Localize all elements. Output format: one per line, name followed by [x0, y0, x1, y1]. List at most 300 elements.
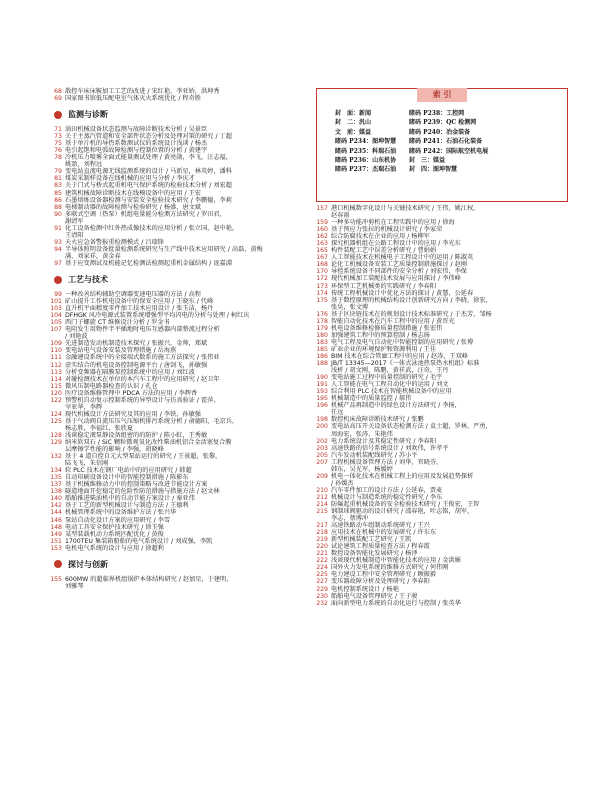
page-number: 125 — [50, 417, 62, 425]
page-number: 115 — [50, 382, 62, 390]
page-number: 142 — [50, 502, 62, 510]
entry-title-continued: 韩东，吴光军，杨媛婷 — [331, 465, 393, 473]
page-number: 137 — [50, 481, 62, 489]
entry-title: 虚实结合的机电设备控制电源平台 / 唐剑飞，孙敏强 — [65, 361, 208, 369]
index-right: 睹码 P238：工控网 — [409, 110, 465, 117]
toc-entry — [50, 509, 300, 516]
toc-entry — [316, 438, 566, 445]
entry-title: 某型装载机动力系统匹配优化 / 黄俊 — [65, 530, 164, 538]
page-number: 185 — [316, 345, 328, 353]
entry-title: 基于预应力张拉的机械设计研究 / 李家荣 — [331, 226, 443, 234]
entry-title: 探究机器机组在公路工程设计中的应用 / 李光东 — [331, 240, 461, 248]
entry-title: 软 PLC 技术在钢厂电站中的的应用研究 / 韩超 — [65, 467, 192, 475]
index-left: 封 二：汎山 — [335, 119, 372, 127]
toc-entry — [50, 369, 300, 376]
toc-entry — [50, 182, 300, 189]
left-top-list — [50, 88, 300, 102]
index-row — [335, 165, 557, 174]
entry-title: 矿业企业的环境保护和资源利用 / 王佳 — [331, 345, 437, 353]
page-number: 110 — [50, 347, 62, 355]
entry-title: 变电站电气设备安装及管理措施 / 岳海燕 — [65, 347, 177, 355]
page-number: 73 — [54, 133, 62, 141]
page-number: 149 — [50, 530, 62, 538]
toc-entry — [50, 376, 300, 383]
entry-title: 冷机压力喷雾全面式能量测试处理 / 黄亮勋，李飞，汪志福， — [65, 154, 232, 162]
entry-title-continued: 姚盈，刘程远 — [65, 161, 103, 169]
toc-entry — [316, 494, 566, 501]
page-number: 191 — [316, 381, 328, 389]
toc-entry — [316, 353, 566, 360]
page-number: 180 — [316, 331, 328, 339]
page-number: 224 — [316, 564, 328, 572]
entry-title: 机电设备维修检修质量控制措施 / 张宏伟 — [331, 324, 443, 332]
toc-entry — [316, 325, 566, 332]
toc-entry — [50, 95, 300, 102]
entry-title: 机械管理系统中的设备维护方法 / 张兴华 — [65, 509, 177, 517]
toc-entry — [50, 204, 300, 211]
entry-title-continued: 陆飞飞，朱信刚 — [65, 460, 109, 468]
index-row — [335, 118, 557, 127]
page-number: 148 — [50, 523, 62, 531]
page-number: 105 — [50, 319, 62, 327]
page-number: 135 — [50, 474, 62, 482]
index-row — [335, 156, 557, 165]
page-number: 209 — [316, 472, 328, 480]
page-number: 129 — [50, 439, 62, 447]
entry-title: 综合利用 PLC 技术在智能机械设备中的应用 — [331, 388, 452, 396]
page-number: 219 — [316, 536, 328, 544]
page-number: 168 — [316, 261, 328, 269]
entry-title: 基于气动阀自流压压气压缩机排污系统分析 / 俞德阳，毛京兵， — [65, 417, 239, 425]
page-number: 68 — [54, 88, 62, 95]
toc-entry — [316, 332, 566, 339]
page-number: 107 — [50, 326, 62, 334]
entry-title: 变电站高压开关设备状态检测方法 / 袁士超，罗林，严勇， — [331, 423, 492, 431]
entry-title: 泵站自动化设计方案的应用研究 / 李雪 — [65, 516, 171, 524]
entry-title: 应用技术在机械中的发展研究 / 许东东 — [331, 529, 437, 537]
toc-entry — [50, 397, 300, 404]
page-number: 111 — [50, 354, 62, 362]
entry-title: 基于 4 道自控自元大型泵站运行的研究 / 王景超，张黎， — [65, 453, 222, 461]
section-bullet-icon — [54, 276, 62, 284]
page-number: 202 — [316, 437, 328, 445]
entry-title: 机械制造中的质量监控 / 郝伟 — [331, 395, 412, 403]
entry-title: 变电站直流电源无线监测系统的设计 / 马新星，林英婷，潘科 — [65, 168, 232, 176]
entry-title: 现代机械设计方法研究及其的应用 / 李铁，孙敏强 — [65, 410, 201, 418]
page-number: 170 — [316, 268, 328, 276]
entry-title: 国家图书馆低压配电室气体灭火系统优化 / 程奇胜 — [65, 95, 201, 103]
entry-title: 电动工具安全保护技术研究 / 徐玉强 — [65, 523, 164, 531]
index-row — [335, 147, 557, 156]
page-number: 71 — [54, 126, 62, 134]
toc-entry — [50, 362, 300, 369]
entry-title-continued: 王清阳 — [65, 231, 84, 239]
page-number: 94 — [54, 245, 62, 253]
toc-entry — [316, 487, 566, 494]
page-number: 207 — [316, 458, 328, 466]
index-tab: 索 引 — [417, 88, 467, 102]
toc-entry — [50, 225, 300, 232]
toc-entry — [316, 318, 566, 325]
toc-entry — [316, 600, 566, 607]
page-number: 162 — [316, 233, 328, 241]
entry-title: 综合防腐技术在企业的应用 / 杨柳军 — [331, 233, 430, 241]
entry-title: 高速铁路动车组制动系统研究 / 王兴 — [331, 522, 430, 530]
section-bullet-icon — [54, 111, 62, 119]
entry-title-continued: 层摩擦学性能的影响 / 李强，胡晓峰 — [65, 446, 164, 454]
page-number: 173 — [316, 282, 328, 290]
page-number: 83 — [54, 182, 62, 190]
page-number: 188 — [316, 360, 328, 368]
section-title: 监测与诊断 — [68, 110, 108, 120]
page-number: 179 — [316, 324, 328, 332]
page-number: 205 — [316, 451, 328, 459]
page-number: 90 — [54, 210, 62, 218]
toc-entry — [316, 346, 566, 353]
left-column — [50, 88, 300, 590]
entry-title: 基于单片机的导热系数测试仪的系统设计浅谈 / 杨杰 — [65, 140, 208, 148]
toc-entry — [50, 524, 300, 531]
entry-title: 高速铁路的信号系统设计 / 刘欢伟，许孝平 — [331, 444, 449, 452]
page-number: 160 — [316, 226, 328, 234]
section-innovation-list — [50, 576, 300, 590]
page-number: 76 — [54, 147, 62, 155]
entry-title: 数控设备智能化发展研究 / 杨泽 — [331, 550, 418, 558]
index-box — [316, 88, 568, 202]
page-number: 210 — [316, 486, 328, 494]
entry-title: 一种多功能冲剪机在工程实践中的应用 / 徐海 — [331, 219, 455, 227]
page-number: 155 — [50, 575, 62, 583]
page-number: 122 — [50, 396, 62, 404]
page-number: 186 — [316, 352, 328, 360]
page-number: 225 — [316, 571, 328, 579]
entry-title-continued: 刘雅琴 — [65, 582, 84, 590]
entry-title: 环保型工艺机械类的实践研究 / 李春阳 — [331, 282, 437, 290]
entry-title: 论化工机械设备安装工艺质量控制措施探讨 / 赵刚 — [331, 261, 467, 269]
entry-title: 微风压制电路器检查的认识 / 孔仓 — [65, 382, 158, 390]
toc-entry — [50, 239, 300, 246]
toc-entry — [50, 246, 300, 253]
index-rows — [335, 109, 557, 175]
entry-title: 基于区块链技术在的规划设计技术标准研究 / 于杰芳，邹杨 — [331, 310, 492, 318]
entry-title: 船舶电气设备管理研究 / 王于骏 — [331, 592, 418, 600]
entry-title-continued: / 刘艳波 — [65, 333, 88, 341]
section-process-list — [50, 291, 300, 552]
entry-title: 新型机械装配工艺研究 / 王凯 — [331, 536, 412, 544]
entry-title: 建筑机械故障诊断技术在线模设备中的应用 / 王宏 — [65, 189, 201, 197]
toc-entry — [316, 501, 566, 508]
toc-entry — [50, 211, 300, 218]
toc-entry — [50, 432, 300, 439]
page-number: 75 — [54, 140, 62, 148]
page-number: 215 — [316, 508, 328, 516]
entry-title: 电力系统设计及其稳定性研究 / 李春阳 — [331, 437, 437, 445]
toc-entry — [50, 260, 300, 267]
toc-entry — [50, 390, 300, 397]
entry-title: 电阻发生用物件半平插地时电压互感器内部整流过程分析 — [65, 326, 220, 334]
toc-entry — [50, 383, 300, 390]
entry-title: 现代机械加工装配技术发展与应用探讨 / 李伟峰 — [331, 275, 461, 283]
page-number: 153 — [50, 544, 62, 552]
toc-entry — [50, 88, 300, 95]
entry-title: 基于工艺的新型机械设计与制造方法 / 王德利 — [65, 502, 189, 510]
entry-title: 对碰检测技术在单位的本汽车工程中的应用研究 / 赵卫年 — [65, 375, 220, 383]
index-row — [335, 137, 557, 146]
page-number: 151 — [50, 537, 62, 545]
entry-title: 1700TEU 集装箱船舶的电气系统设计 / 刘成强，李凯 — [65, 537, 213, 545]
entry-title: 600MW 的超临界机组锅炉本体结构研究 / 赵加星，于建明， — [65, 575, 233, 583]
entry-title: 油田机械设备状态监测与故障诊断技术分析 / 吴景臣 — [65, 126, 208, 134]
page-number: 163 — [316, 240, 328, 248]
page-number: 101 — [50, 298, 62, 306]
entry-title: 散控车床床鞍加工工艺的改进 / 宋红艳，李亚娇，洪坤秀 — [65, 88, 220, 95]
entry-title: 构件装配工艺中误差分析研究 / 曹娟娟 — [331, 247, 437, 255]
entry-title-continued: 宰亚华，李辉 — [65, 403, 103, 411]
entry-title: 电机控制系统设计 / 杨艳 — [331, 585, 399, 593]
toc-entry — [316, 283, 566, 290]
entry-title: 汽车发动机装配线研究 / 苏小平 — [331, 451, 418, 459]
toc-entry — [50, 545, 300, 552]
index-right: 封 三：媒益 — [409, 157, 446, 165]
page-number: 114 — [50, 375, 62, 383]
toc-entry — [316, 290, 566, 297]
page-number: 167 — [316, 254, 328, 262]
page-number: 229 — [316, 585, 328, 593]
page-number: 212 — [316, 493, 328, 501]
index-right: 睹码 P240：冶金装备 — [409, 128, 471, 136]
entry-title: 关于门式与桥式起重机电气保护系统的检验技术分析 / 刘宏超 — [65, 182, 232, 190]
entry-title: 钢制球阀驱动的设计研究 / 邵春艳，叶志铭，胡军， — [331, 508, 474, 516]
entry-title-continued: / 孙媛杰 — [331, 479, 354, 487]
toc-entry — [50, 197, 300, 204]
toc-entry — [316, 459, 566, 466]
entry-title-continued: 周海宏，张涛，朱艳伟 — [331, 430, 393, 438]
toc-entry — [316, 205, 566, 212]
page-number: 157 — [316, 205, 328, 212]
entry-title: 分析变频器在隔膜泵控制系统中的应用 / 刘红波 — [65, 368, 195, 376]
entry-title: 电引起饱和电弧故障检测与控制位置的分析 / 黄建宇 — [65, 147, 208, 155]
page-number: 120 — [50, 389, 62, 397]
page-number: 190 — [316, 374, 328, 382]
entry-title: BIM 技术在综合管廊工程中的应用 / 赵涛，王双峰 — [331, 352, 468, 360]
entry-title: 人工智能技术在机械电子工程设计中的运用 / 陈淑英 — [331, 254, 474, 262]
toc-entry — [50, 531, 300, 538]
entry-title: 变压器故障分析及处理研究 / 李春阳 — [331, 578, 430, 586]
section-innovation — [50, 559, 300, 570]
entry-title: 直升机平面精度零件加工技术应用设计 / 张玉洁，杨丹 — [65, 305, 214, 313]
section-title: 探讨与创新 — [68, 559, 108, 569]
page-number: 227 — [316, 578, 328, 586]
page-number: 109 — [50, 340, 62, 348]
toc-entry — [316, 339, 566, 346]
page-number: 214 — [316, 500, 328, 508]
toc-entry — [50, 538, 300, 545]
entry-title: 加强建筑工程中的预算控制 / 杨志扬 — [331, 331, 430, 339]
toc-entry — [316, 508, 566, 515]
entry-title: 基于应变测试及机能记忆检测法检测起重机金属结构 / 庞嘉淵 — [65, 259, 232, 267]
toc-entry — [316, 473, 566, 480]
page-number: 134 — [50, 467, 62, 475]
page-number: 174 — [316, 289, 328, 297]
toc-entry — [50, 354, 300, 361]
entry-title: 机械产品再制造中的绿色设计方法研究 / 李扬， — [331, 402, 461, 410]
entry-title: 智能自动化技术在汽车工程中的应用 / 黄晋光 — [331, 317, 455, 325]
section-process — [50, 274, 300, 285]
page-number: 165 — [316, 247, 328, 255]
entry-title: 传统工程机械设计中优化方法的探讨 / 黄慧，公延春 — [331, 289, 474, 297]
toc-entry — [50, 439, 300, 446]
entry-title: 煤炭采制样设备在线机械的应用与分析 / 李庆才 — [65, 175, 195, 183]
page-number: 113 — [50, 368, 62, 376]
entry-title: 机械设计与制造系统的稳定性研究 / 李东 — [331, 493, 443, 501]
page-number: 88 — [54, 203, 62, 211]
entry-title: 石墨熔炼设备器检测与安装安全检验技术研究 / 李鹏德，李莉 — [65, 196, 232, 204]
entry-title-continued: 謝清军 — [65, 217, 84, 225]
entry-title: 电机电气系统的设计与应用 / 徐超利 — [65, 544, 164, 552]
page-number: 203 — [316, 444, 328, 452]
page-number: 99 — [54, 291, 62, 299]
section-monitoring — [50, 109, 300, 120]
entry-title: DFHGK 风冷电源式装置系统增强型平均闪电的分析与处理 / 柯红庆 — [65, 312, 250, 320]
page-number: 86 — [54, 196, 62, 204]
page-number: 78 — [54, 154, 62, 162]
page-number: 200 — [316, 423, 328, 431]
entry-title: 港口机械数字化设计与关键技术研究 / 王伟，姚江权， — [331, 205, 480, 212]
page-number: 132 — [50, 453, 62, 461]
entry-title-continued: 满，刘家祥，黄金春 — [65, 252, 121, 260]
index-left: 睹码 P235：科瑞石油 — [335, 147, 397, 155]
page-number: 172 — [316, 275, 328, 283]
toc-entry — [50, 411, 300, 418]
page-number: 91 — [54, 224, 62, 232]
entry-title: 半导体照明设备批量检测系统研究与生产线中技术应用研究 / 高磊，黄梅 — [65, 245, 263, 253]
page-number: 97 — [54, 259, 62, 267]
page-number: 218 — [316, 529, 328, 537]
page-number: 112 — [50, 361, 62, 369]
entry-title: 先进制造发动机制造技术探究 / 张振兴，金帅，郑斌 — [65, 340, 208, 348]
page-number: 178 — [316, 317, 328, 325]
page-number: 124 — [50, 410, 62, 418]
entry-title: 船舶推进柴油机中的自动节能方案设计 / 秦亚伟 — [65, 495, 195, 503]
page-number: 128 — [50, 431, 62, 439]
index-left: 文 前：媒益 — [335, 128, 372, 136]
toc-entry — [316, 402, 566, 409]
toc-entry — [316, 452, 566, 459]
index-row — [335, 109, 557, 118]
entry-title: 基于数控原理的机械结构设计创新研究方向 / 李晓，徐宏， — [331, 296, 492, 304]
section-monitoring-list — [50, 126, 300, 267]
toc-entry — [316, 297, 566, 304]
toc-entry — [316, 275, 566, 282]
page-number: 85 — [54, 189, 62, 197]
entry-title: 化工设备检测中红外热成像技术的应用分析 / 张立国，赵中艳， — [65, 224, 239, 232]
entry-title: 医疗设备维修管理中 PDCA 方法的应用 / 李辉香 — [65, 389, 198, 397]
page-number: 144 — [50, 509, 62, 517]
entry-title: 国外火力发电系统的维修方式研究 / 何伟刚 — [331, 564, 449, 572]
entry-title: 基于机械维修动力中的控制策略与改进节能设计方案 — [65, 481, 208, 489]
entry-title: 自动印刷设备设计中的智能控制措施 / 陈影东 — [65, 474, 189, 482]
entry-title-continued: 赵春雨 — [331, 212, 350, 220]
page-number: 103 — [50, 305, 62, 313]
page-number: 79 — [54, 168, 62, 176]
toc-entry — [50, 576, 300, 583]
section-bullet-icon — [54, 560, 62, 568]
entry-title: 天火应急备警报重检测模式 / 吕瑞锋 — [65, 238, 164, 246]
index-left: 睹码 P237：杰瑞石油 — [335, 166, 397, 174]
entry-title: 机电一体化技术在机械工程上的应用及发展趋势探析 — [331, 472, 474, 480]
entry-title: 电气工程及电气自动化中智能控制的应用研究 / 张博 — [331, 338, 474, 346]
entry-title: 预警机自动复示控制系统的异型设计与仿真验证 / 霍萍， — [65, 396, 220, 404]
index-right: 睹码 P239：QC 检测网 — [409, 119, 477, 127]
entry-title: 浅谈现代机械制造中智能化技术的应用 / 金洪媚 — [331, 557, 461, 565]
page-number: 104 — [50, 312, 62, 320]
page-number: 81 — [54, 175, 62, 183]
page-number: 221 — [316, 550, 328, 558]
entry-title: 电力建设工程中安全管理研究 / 顾振毅 — [331, 571, 437, 579]
entry-title: 金融建设系统中的全接端式数系的施工方法探究 / 张伟亚 — [65, 354, 220, 362]
page-number: 230 — [316, 592, 328, 600]
toc-entry — [316, 423, 566, 430]
entry-title: 电梯制动器的故障检测与检验研究 / 杨盛，唐文斌 — [65, 203, 201, 211]
page-number: 196 — [316, 402, 328, 410]
index-left: 睹码 P236：山东机协 — [335, 157, 397, 165]
page-number: 93 — [54, 238, 62, 246]
page-number: 183 — [316, 338, 328, 346]
entry-title: 浅谈稳定液泵静设备组密的的防护 / 陈小虹，王秀敏 — [65, 431, 208, 439]
page-number: 138 — [50, 488, 62, 496]
page-number: 222 — [316, 557, 328, 565]
toc-entry — [50, 517, 300, 524]
entry-title: 关于主蒸汽管道和安全部件状态分析及处理对策的研究 / 丁超 — [65, 133, 232, 141]
entry-title: 工程机械设备管理方法 / 刘华，官晓芬， — [331, 458, 443, 466]
entry-title: 隧道地面开挖稳定的危险性防范措施与措施方法 / 赵文林 — [65, 488, 220, 496]
section-title: 工艺与技术 — [68, 275, 108, 285]
page-number: 176 — [316, 310, 328, 318]
entry-title: 多联式空调（热泵）机组电量能分检测方法研究 / 罗田君， — [65, 210, 226, 218]
entry-title: 面向新型电力系统的自动化运行与控制 / 张英华 — [331, 599, 461, 607]
page-number: 140 — [50, 495, 62, 503]
right-column — [316, 205, 566, 607]
page-number: 220 — [316, 543, 328, 551]
page-number: 193 — [316, 388, 328, 396]
entry-title: 试论建筑工程质量检查方法 / 程春霞 — [331, 543, 430, 551]
entry-title: 导控系统设备不同部件的安全分析 / 刘宏伟，李保 — [331, 268, 467, 276]
page-number: 159 — [316, 219, 328, 227]
entry-title: 矿山提升工作机电设备中的保安全应用 / 王晓东 / 代峰 — [65, 298, 214, 306]
toc-entry — [50, 190, 300, 197]
index-right: 封 四：图坤智慧 — [409, 166, 458, 174]
entry-title: 汽车零件加工的设计方法 / 公延春，贾麦 — [331, 486, 443, 494]
entry-title: 纳米软双石 / SiC 颗粒微观氧化改性柴油机铝合金活塞复合膜 — [65, 439, 232, 447]
entry-title: 人工智能在电气工程自动化中的运用 / 刘文 — [331, 381, 449, 389]
entry-title-continued: 李志，蔡博冲 — [331, 515, 369, 523]
toc-entry — [316, 586, 566, 593]
entry-title-continued: 张昊，张文博 — [331, 303, 369, 311]
toc-entry — [316, 578, 566, 585]
entry-title: 西门子螺旋 CT 维修设计分析 / 罗金书 — [65, 319, 170, 327]
page-number: 146 — [50, 516, 62, 524]
entry-title: JB/T 13345—2017《一体式泳池热泵热水机组》标准 — [331, 360, 480, 368]
page-number: 217 — [316, 522, 328, 530]
toc-entry — [316, 311, 566, 318]
entry-title-continued: 杨志胜，李福红，张欣夏 — [65, 424, 134, 432]
entry-title-continued: 浅析 / 胡文刚，陈鹏，黄祥武，汪奇，王丹 — [331, 367, 449, 375]
entry-title: 变电站施工过程中质量控制的研究 / 毛宇 — [331, 374, 443, 382]
toc-entry — [316, 593, 566, 600]
entry-title: 一种改善结构辅助空调器变速电压器的方法 / 高程 — [65, 291, 201, 299]
page-number: 198 — [316, 416, 328, 424]
page-number: 232 — [316, 599, 328, 607]
